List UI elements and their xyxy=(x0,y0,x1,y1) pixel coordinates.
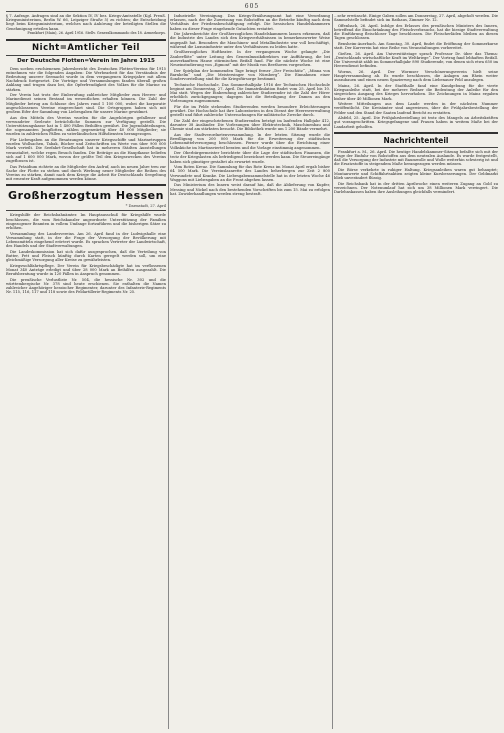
article-paragraph: Das Ministerium des Innern weist darauf hin, daß die Ablieferung von Kupfer, Messing und Nickel nach den bestehenden Vorschriften bis zum 15. Mai zu erfolgen hat. Zuwiderhandlungen werden streng bestraft. xyxy=(170,183,330,196)
article-headline: Der Deutsche Flotten=Verein im Jahre 1915 xyxy=(17,58,155,65)
article-paragraph: Aus den Mitteln des Vereins wurden für die Angehörigen gefallener und verwundeter Seeleute beträchtliche Summen zur Verfügung gestellt. Die Unterstützungskasse hat in 1 400 Fällen Beihilfen gewährt. Die Jugendabteilungen, die sogenannten Jungflotten, zählen gegenwärtig über 40 000 Mitglieder; sie wurden in zahlreichen Fällen zu vaterländischen Hilfsdiensten herangezogen. xyxy=(6,115,166,137)
page-number: 605 xyxy=(244,3,260,10)
article-paragraph: Das Präsidium richtete an die Mitglieder den Aufruf, auch im neuen Jahre treu zur Sache der Flotte zu stehen und durch Werbung neuer Mitglieder die Reihen des Vereins zu stärken, damit nach dem Kriege die Arbeit für Deutschlands Seegeltung mit erneuter Kraft aufgenommen werden könne. xyxy=(6,164,166,182)
article-paragraph: Die preußische Verlustliste Nr. 504, die hessische Nr. 302 und die württembergische Nr. 378 sind heute erschienen. Sie enthalten die Namen zahlreicher Angehöriger hessischer Regimenter, darunter des Infanterie-Regiments Nr. 115, 116, 117 und 118 sowie des Feldartillerie-Regiments Nr. 25. xyxy=(6,277,166,295)
article-paragraph: ...sehr erwünscht. Einige Gaben sollen am Donnerstag, 27. April, abgeholt werden. Die Sammelstelle befindet sich im Rathaus, Zimmer Nr. 12. xyxy=(334,14,498,23)
article-paragraph: Die Reichsbank hat in der dritten Aprilwoche einen weiteren Zugang an Gold zu verzeichnen. Der Notenumlauf hat sich um 38 Millionen Mark verringert. Die Darlehnskassen haben ihre Ausleihungen gleichfalls vermindert. xyxy=(334,182,498,195)
article-paragraph: Für die im Felde stehenden Studierenden werden besondere Erleichterungen gewährt. Die Hochschule hat ihre Laboratorien in den Dienst der Heeresverwaltung gestellt und führt zahlreiche Untersuchungen für militärische Zwecke durch. xyxy=(170,105,330,118)
section-rule xyxy=(334,132,498,134)
article-paragraph: Weitere Mitteilungen aus dem Lande werden in der nächsten Nummer veröffentlicht. Die Kreisämter sind angewiesen, über die Frühjahrsbestellung der Felder und den Stand der Saaten laufend Bericht zu erstatten. xyxy=(334,102,498,115)
article-paragraph: Der Oberbürgermeister berichtete über die Lage der städtischen Finanzen, die trotz der Kriegslasten als befriedigend bezeichnet werden kann. Die Steuereingänge haben sich günstiger gestaltet als erwartet wurde. xyxy=(170,151,330,164)
top-rule xyxy=(6,11,498,12)
section-heading: Großherzogtum Hessen xyxy=(8,189,164,203)
section-banner: Nicht=Amtlicher Teil xyxy=(32,43,140,54)
article-paragraph: Die Landeskommission hat sich dafür ausgesprochen, daß die Verteilung von Butter, Fett und Fleisch künftig durch Karten geregelt werden soll, um eine gleichmäßige Versorgung aller Kreise zu gewährleisten. xyxy=(6,249,166,263)
article-paragraph: Versammlung des Landesvereins. Am 26. April fand in der Ludwigshalle eine Versammlung statt, in der die Frage der Versorgung der Bevölkerung mit Lebensmitteln eingehend erörtert wurde. Es sprachen Vertreter der Landwirtschaft, des Handels und der Stadtverwaltungen. xyxy=(6,231,166,249)
article-paragraph: Aus der Stadtverordnetenversammlung. In der letzten Sitzung wurde die Bewilligung von 200 000 Mark für die Erweiterung der städtischen Lebensmittelversorgung beschlossen. Ferner wurde über die Errichtung einer Volksküche im Martinsviertel beraten und die Vorlage einstimmig angenommen. xyxy=(170,133,330,150)
article-paragraph: Großherzogliches Hoftheater. In der vergangenen Woche gelangte „Die Zauberflöte“ unter Leitung des Generalmusikdirektors zur Aufführung, die bei ausverkauftem Hause stürmischen Beifall fand. Für die nächste Woche ist eine Neueinstudierung von „Egmont“ mit der Musik von Beethoven vorgesehen. xyxy=(170,50,330,68)
dateline: * Darmstadt, 27. April xyxy=(125,204,166,209)
section-rule xyxy=(6,184,166,186)
section-heading: Nachrichtenteil xyxy=(383,135,449,145)
article-paragraph: Bensheim-Auerbach. Am Sonntag, 30. April, findet die Eröffnung der Sommerkurse statt. Der Kurverein hat eine Reihe von Veranstaltungen vorbereitet. xyxy=(334,42,498,51)
article-paragraph: Frankfurt a. M., 26. April. Die heutige Handelskammer-Sitzung befaßte sich mit der Frage der Einfuhr von Rohstoffen aus dem neutralen Auslande. Es wurde festgestellt, daß die Versorgung der Industrie mit Baumwolle und Wolle weiterhin schwierig ist und die Ersatzstoffe in steigendem Maße herangezogen werden müssen. xyxy=(334,149,498,167)
article-paragraph: Technische Hochschule. Das Sommerhalbjahr 1916 der Technischen Hochschule beginnt am Donnerstag, 27. April. Die Immatrikulation findet vom 25. April bis 10. Mai statt. Wegen der Einberufung zahlreicher Studierender ist die Zahl der Hörer erheblich zurückgegangen; dagegen hat die Beteiligung der Damen an den Vorlesungen zugenommen. xyxy=(170,82,330,104)
article-paragraph: Gießen, 26. April. Am Universitätstage sprach Professor Dr. über das Thema: „Deutschlands wirtschaftliche Kraft im Weltkriege“. Der Vortrag fand lebhaften Beifall. Die Universität zählt im Sommerhalbjahr 890 Studierende, von denen sich etwa 650 im Heeresdienst befinden. xyxy=(334,51,498,69)
article-paragraph: Die Börse verkehrte in ruhiger Haltung. Kriegsanleihen waren gut behauptet; Montanwerte und Schiffahrtsaktien zeigten kleine Kursbesserungen. Der Geldmarkt blieb unverändert flüssig. xyxy=(334,168,498,181)
section-rule xyxy=(6,55,166,56)
column-divider xyxy=(168,14,169,729)
article-paragraph: Dem soeben erschienenen Jahresbericht des Deutschen Flotten-Vereins für 1915 entnehmen wir die folgenden Angaben: Die Werbearbeit für das Verständnis der Bedeutung unserer Seemacht wurde in dem vergangenen Kriegsjahre mit allem Nachdruck fortgesetzt. Die Vorträge und Versammlungen fanden überall großen Anklang und trugen dazu bei, die Opferfreudigkeit des Volkes für die Marine zu stärken. xyxy=(6,66,166,92)
article-paragraph: Industrielle Vereinigung. Das Kriegs-Ernährungsamt hat eine Verordnung erlassen, nach der die Zuweisung von Rohstoffen an die Betriebe künftig nach dem Verhältnis der Friedensbeschäftigung erfolgt. Die hessischen Handelskammern haben zu dieser Frage eingehende Gutachten erstattet. xyxy=(170,14,330,31)
column-2 xyxy=(170,14,330,729)
column-3 xyxy=(334,14,498,729)
article-paragraph: Kriegshilfe der Reichsbahnämter. Im Hauptausschuß für Kriegshilfe wurde beschlossen, die vom Reichskanzler angeordnete Unterstützung der Familien eingezogener Beamten in vollem Umfange fortzuführen und die bisherigen Sätze zu erhöhen. xyxy=(6,213,166,230)
column-divider xyxy=(332,14,333,729)
section-rule xyxy=(6,210,166,211)
article-paragraph: Kriegswohlfahrtspflege. Der Verein für Kriegsbeschädigte hat im verflossenen Monat 340 Anträge erledigt und über 28 000 Mark an Beihilfen ausgezahlt. Die Berufsberatung wurde in 120 Fällen in Anspruch genommen. xyxy=(6,263,166,277)
article-paragraph: Der Verein hat trotz der Einberufung zahlreicher Mitglieder zum Heeres- und Marinedienst seinen Bestand im wesentlichen erhalten können. Die Zahl der Mitglieder betrug am Schlusse des Jahres rund 1 100 000, wobei die korporativ angeschlossenen Vereine eingerechnet sind. Die Ortsgruppen haben sich mit großem Eifer der Sammlung von Liebesgaben für unsere Marine gewidmet. xyxy=(6,93,166,114)
intro-signature: Frankfurt (Main), 26. April 1916. Stellv. Generalkommando des 18. Armeekorps. xyxy=(27,31,166,36)
article-paragraph: Offenbach, 26. April. Infolge des Erlasses des preußischen Ministers des Innern, betreffend die Einschränkung des Fleischverbrauchs, hat die hiesige Stadtverwaltung die Einführung fleischloser Tage beschlossen. Die Fleischerläden bleiben an diesen Tagen geschlossen. xyxy=(334,23,498,41)
article-paragraph: Die Jahresberichte der Großherzoglichen Handelskammern lassen erkennen, daß die Industrie des Landes sich den Kriegsverhältnissen in bemerkenswerter Weise angepaßt hat. Besonders die Maschinen- und Metallindustrie war voll beschäftigt, während die Luxusindustrie unter den Verhältnissen zu leiden hatte. xyxy=(170,32,330,49)
article-paragraph: Alsfeld, 25. April. Die Frühjahrsbestellung ist trotz des Mangels an Arbeitskräften gut vorangeschritten. Kriegsgefangene und Frauen haben in weitem Maße bei der Landarbeit geholfen. xyxy=(334,116,498,129)
article-paragraph: Worms, 26. April. Der Wormser Verschönerungsverein hielt seine Hauptversammlung ab. Es wurde beschlossen, die Anlagen am Rhein weiter auszubauen und einen neuen Spazierweg nach dem Liebenauer Feld anzulegen. xyxy=(334,70,498,83)
column-1 xyxy=(6,14,166,729)
article-paragraph: Mainz, 26. April. In der Stadthalle fand eine Kundgebung für die vierte Kriegsanleihe statt, bei der mehrere Redner die Bedeutung der Anleihe für den siegreichen Ausgang des Krieges hervorhoben. Die Zeichnungen in Mainz ergaben bisher über 40 Millionen Mark. xyxy=(334,84,498,101)
section-rule xyxy=(334,147,498,148)
article-paragraph: Für Liebesgaben an die Besatzungen unserer Kriegsschiffe und Marinetruppen wurden Wollsachen, Tabak, Bücher und Zeitschriften im Werte von über 900 000 Mark verteilt. Die Seefahrt-Gesellschaft hat in mehreren Städten Ausstellungen veranstaltet, welche regen Besuch fanden. Die Beiträge an die Hauptkasse beliefen sich auf 1 600 000 Mark, wovon der größte Teil den Kriegszwecken des Vereins zugeflossen ist. xyxy=(6,137,166,163)
article-paragraph: Die Zahl der eingeschriebenen Studierenden beträgt im laufenden Halbjahr 412, darunter 38 Ausländer. Die Vorlesungen über Elektrotechnik, Maschinenbau und Chemie sind am stärksten besucht. Die Bibliothek wurde um 1 200 Bände vermehrt. xyxy=(170,119,330,132)
section-rule xyxy=(6,39,166,41)
intro-paragraph: § 7. Anfrage. Anfragen sind an die Sektion IV, IV bez. Kriegs-Amtsstelle (Kgl. Preuß. Kriegsministerium, Berlin W. 66, Leipziger Straße 5) zu richten; die Entscheidung liegt beim Kriegsministerium, welches nach Anhörung der beteiligten Stellen die Genehmigung erteilen kann. xyxy=(6,14,166,31)
article-paragraph: Vom Roten Kreuz. Die Sammlung für das Rote Kreuz im Monat April ergab bisher 64 500 Mark. Die Vereinslazarette des Landes beherbergen zur Zeit 2 800 Verwundete und Kranke. Die Liebesgabensammelstelle hat in der letzten Woche 46 Waggons mit Liebesgaben an die Front abgehen lassen. xyxy=(170,165,330,182)
article-paragraph: Der Spielplan der kommenden Tage bringt ferner „Der Freischütz“, „Minna von Barnhelm“ und „Die Meistersinger von Nürnberg“. Die Einnahmen einer Sondervorstellung sind für die Kriegsfürsorge bestimmt. xyxy=(170,68,330,82)
